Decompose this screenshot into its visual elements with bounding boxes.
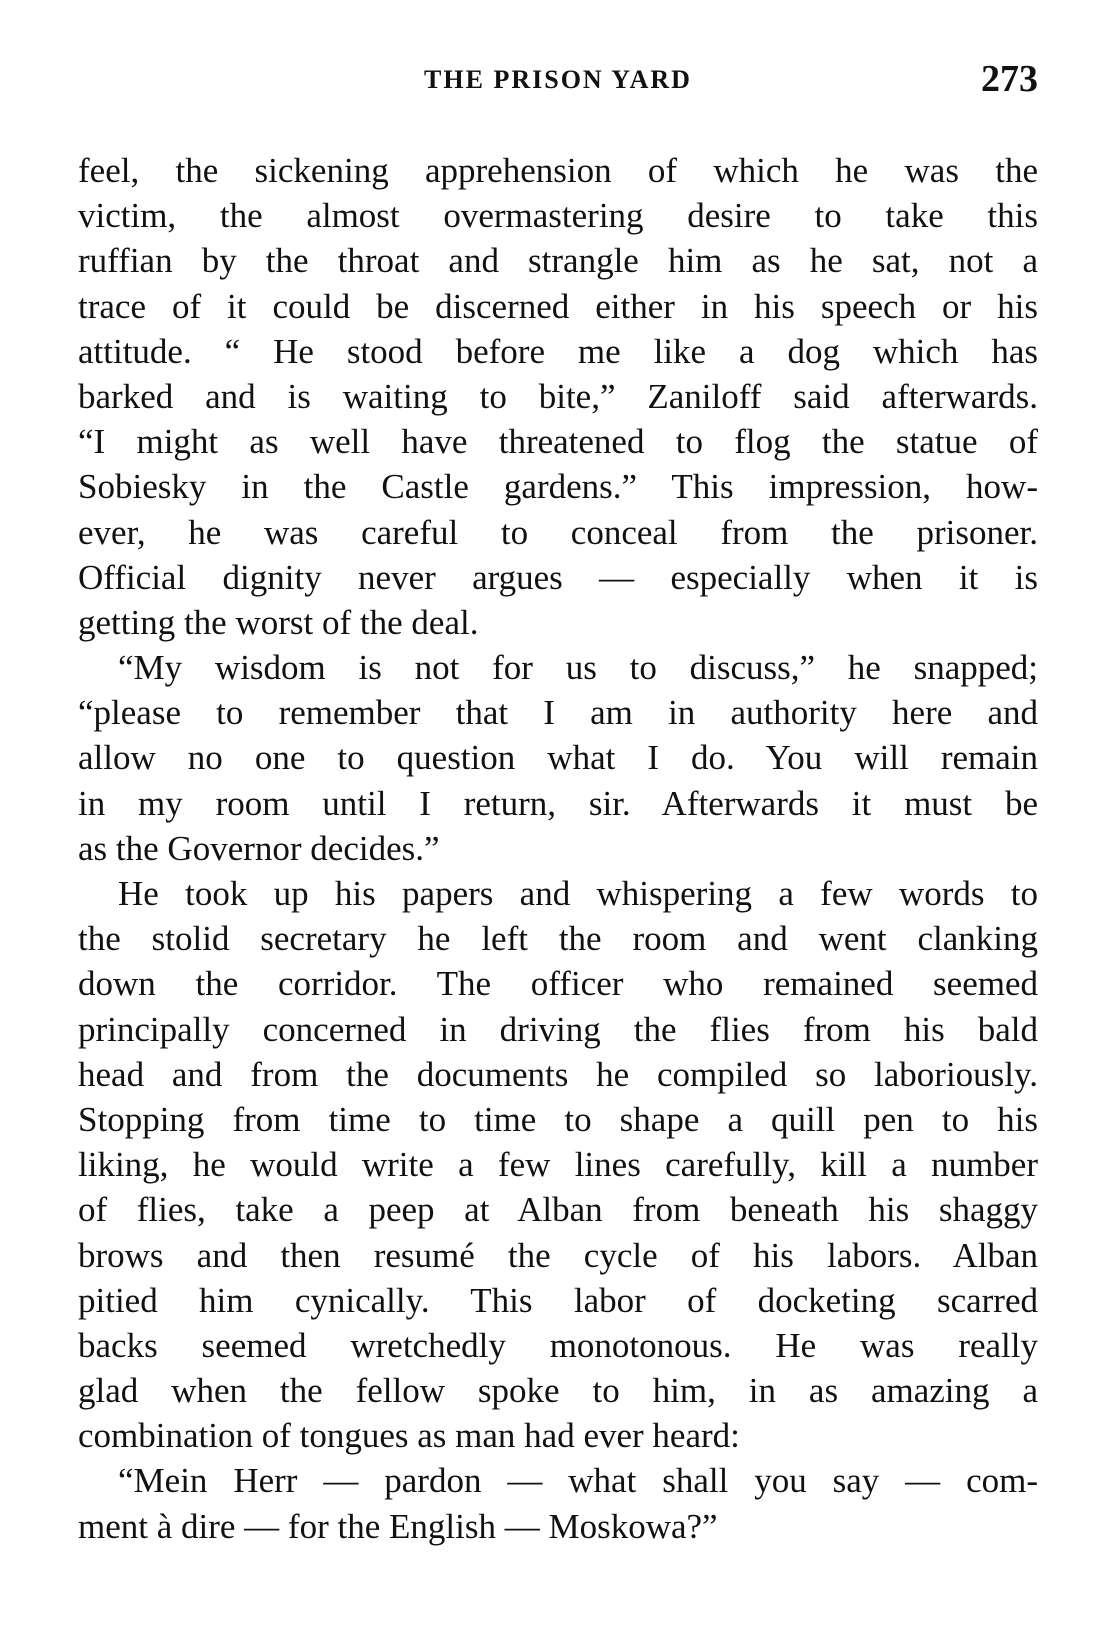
text-line: Sobiesky in the Castle gardens.” This impression, how- bbox=[78, 467, 1038, 507]
text-line: ment à dire — for the English — Moskowa?” bbox=[78, 1506, 718, 1546]
text-line: glad when the fellow spoke to him, in as amazing a bbox=[78, 1371, 1038, 1411]
text-line: liking, he would write a few lines carefully, kill a number bbox=[78, 1145, 1038, 1185]
text-line: attitude. “ He stood before me like a dog which has bbox=[78, 331, 1038, 371]
text-line: He took up his papers and whispering a few words to bbox=[118, 874, 1038, 913]
text-line: pitied him cynically. This labor of docketing scarred bbox=[78, 1280, 1038, 1320]
text-line: feel, the sickening apprehension of which he was the bbox=[78, 151, 1038, 190]
page-number: 273 bbox=[981, 58, 1038, 100]
text-line: “please to remember that I am in authority here and bbox=[78, 693, 1038, 733]
body-text bbox=[78, 148, 1038, 1549]
text-line: “My wisdom is not for us to discuss,” he snapped; bbox=[118, 648, 1038, 688]
text-line: ruffian by the throat and strangle him as he sat, not a bbox=[78, 241, 1038, 281]
text-line: combination of tongues as man had ever heard: bbox=[78, 1416, 740, 1456]
text-line: victim, the almost overmastering desire to take this bbox=[78, 196, 1038, 236]
text-line: of flies, take a peep at Alban from beneath his shaggy bbox=[78, 1190, 1038, 1230]
running-head bbox=[78, 60, 1038, 100]
text-line: Official dignity never argues — especially when it is bbox=[78, 557, 1038, 597]
text-line: “Mein Herr — pardon — what shall you say — com- bbox=[118, 1461, 1038, 1501]
running-title: THE PRISON YARD bbox=[424, 65, 692, 94]
text-line: the stolid secretary he left the room and went clanking bbox=[78, 919, 1038, 959]
text-line: allow no one to question what I do. You will remain bbox=[78, 738, 1038, 778]
text-line: brows and then resumé the cycle of his labors. Alban bbox=[78, 1235, 1038, 1275]
text-line: in my room until I return, sir. Afterwards it must be bbox=[78, 783, 1038, 823]
text-line: “I might as well have threatened to flog the statue of bbox=[78, 422, 1038, 462]
text-line: barked and is waiting to bite,” Zaniloff said afterwards. bbox=[78, 376, 1038, 416]
text-line: ever, he was careful to conceal from the prisoner. bbox=[78, 512, 1038, 552]
text-line: backs seemed wretchedly monotonous. He was really bbox=[78, 1325, 1038, 1365]
text-line: head and from the documents he compiled so laboriously. bbox=[78, 1054, 1038, 1094]
text-line: down the corridor. The officer who remained seemed bbox=[78, 964, 1038, 1004]
text-line: as the Governor decides.” bbox=[78, 828, 440, 868]
text-line: trace of it could be discerned either in his speech or his bbox=[78, 286, 1038, 326]
text-line: getting the worst of the deal. bbox=[78, 602, 479, 642]
text-line: Stopping from time to time to shape a quill pen to his bbox=[78, 1099, 1038, 1139]
text-line: principally concerned in driving the flies from his bald bbox=[78, 1009, 1038, 1049]
